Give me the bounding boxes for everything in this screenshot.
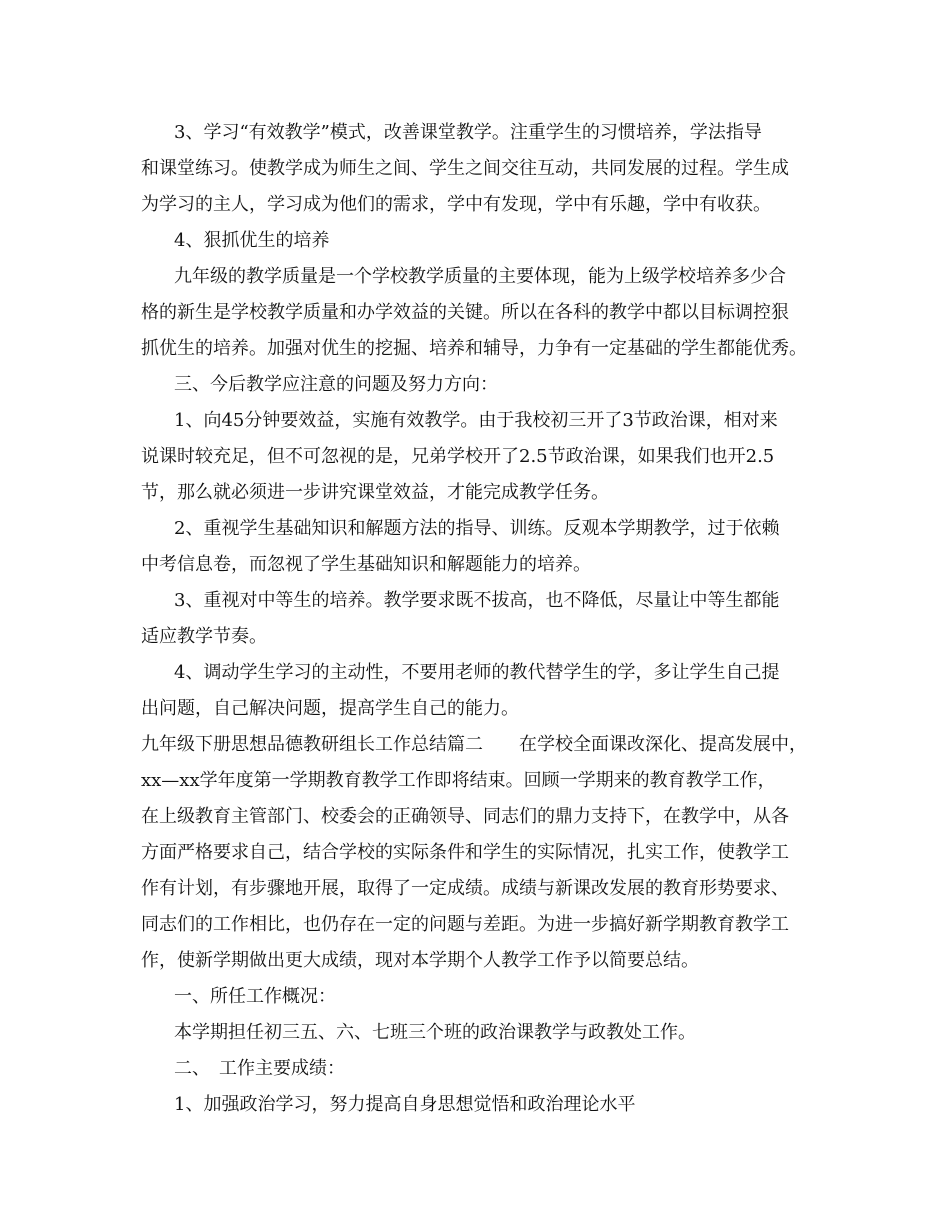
- text-line: 1、加强政治学习，努力提高自身思想觉悟和政治理论水平: [174, 1094, 636, 1115]
- text-line: 出问题，自己解决问题，提高学生自己的能力。: [141, 698, 519, 719]
- text-line: xx—xx学年度第一学期教育教学工作即将结束。回顾一学期来的教育教学工作，: [141, 770, 776, 791]
- section-heading: 九年级下册思想品德教研组长工作总结篇二 在学校全面课改深化、提高发展中，: [141, 734, 807, 755]
- text-line: 方面严格要求自己，结合学校的实际条件和学生的实际情况，扎实工作，使教学工: [141, 842, 789, 863]
- text-line: 作，使新学期做出更大成绩，现对本学期个人教学工作予以简要总结。: [141, 950, 699, 971]
- text-line: 2、重视学生基础知识和解题方法的指导、训练。反观本学期教学，过于依赖: [174, 518, 780, 539]
- text-line: 4、狠抓优生的培养: [174, 230, 330, 251]
- text-line: 二、 工作主要成绩：: [174, 1058, 345, 1079]
- text-line: 中考信息卷，而忽视了学生基础知识和解题能力的培养。: [141, 554, 591, 575]
- text-line: 本学期担任初三五、六、七班三个班的政治课教学与政教处工作。: [174, 1022, 696, 1043]
- text-line: 同志们的工作相比，也仍存在一定的问题与差距。为进一步搞好新学期教育教学工: [141, 914, 789, 935]
- text-line: 3、学习“有效教学”模式，改善课堂教学。注重学生的习惯培养，学法指导: [174, 122, 762, 143]
- text-line: 三、今后教学应注意的问题及努力方向：: [174, 374, 498, 395]
- text-line: 3、重视对中等生的培养。教学要求既不拔高，也不降低，尽量让中等生都能: [174, 590, 780, 611]
- text-line: 一、所任工作概况：: [174, 986, 336, 1007]
- text-line: 抓优生的培养。加强对优生的挖掘、培养和辅导，力争有一定基础的学生都能优秀。: [141, 338, 807, 359]
- text-line: 九年级的教学质量是一个学校教学质量的主要体现，能为上级学校培养多少合: [174, 266, 786, 287]
- text-line: 说课时较充足，但不可忽视的是，兄弟学校开了2.5节政治课，如果我们也开2.5: [141, 446, 775, 467]
- text-line: 为学习的主人，学习成为他们的需求，学中有发现，学中有乐趣，学中有收获。: [141, 194, 771, 215]
- text-line: 适应教学节奏。: [141, 626, 267, 647]
- text-line: 节，那么就必须进一步讲究课堂效益，才能完成教学任务。: [141, 482, 609, 503]
- text-line: 和课堂练习。使教学成为师生之间、学生之间交往互动，共同发展的过程。学生成: [141, 158, 789, 179]
- text-line: 作有计划，有步骤地开展，取得了一定成绩。成绩与新课改发展的教育形势要求、: [141, 878, 789, 899]
- text-line: 格的新生是学校教学质量和办学效益的关键。所以在各科的教学中都以目标调控狠: [141, 302, 789, 323]
- text-line: 4、调动学生学习的主动性，不要用老师的教代替学生的学，多让学生自己提: [174, 662, 780, 683]
- text-line: 在上级教育主管部门、校委会的正确领导、同志们的鼎力支持下，在教学中，从各: [141, 806, 789, 827]
- text-line: 1、向45分钟要效益，实施有效教学。由于我校初三开了3节政治课，相对来: [174, 410, 778, 431]
